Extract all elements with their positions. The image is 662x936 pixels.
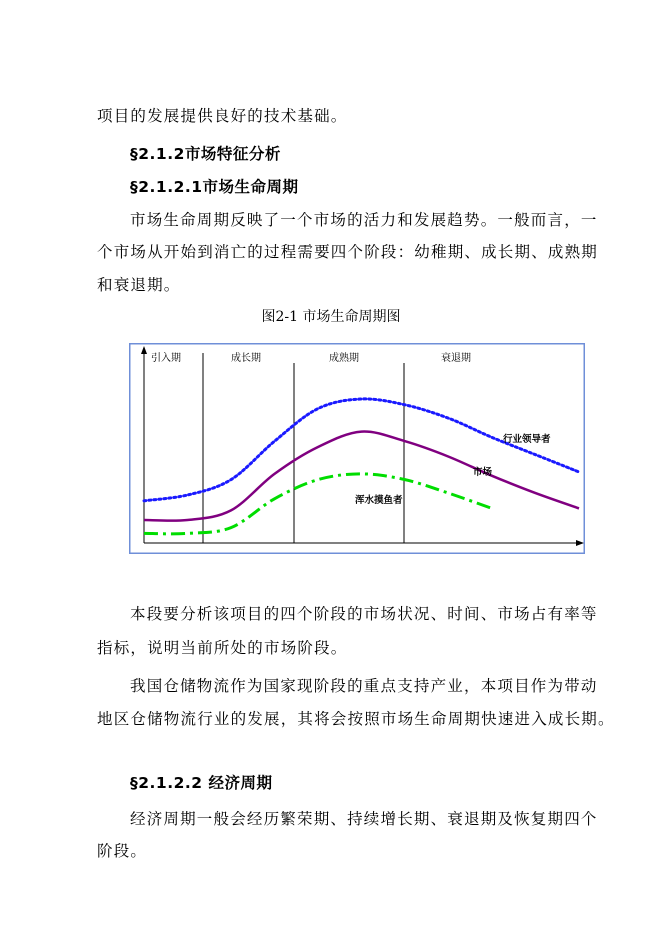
stage-label: 成熟期 — [329, 353, 359, 364]
paragraph-line: 和衰退期。 — [97, 276, 181, 294]
paragraph-line: 市场生命周期反映了一个市场的活力和发展趋势。一般而言，一 — [130, 211, 598, 229]
figure-caption: 图2-1 市场生命周期图 — [261, 309, 401, 325]
paragraph-line: 个市场从开始到消亡的过程需要四个阶段：幼稚期、成长期、成熟期 — [97, 243, 599, 261]
paragraph-line: 我国仓储物流作为国家现阶段的重点支持产业，本项目作为带动 — [130, 677, 598, 695]
paragraph-line: 项目的发展提供良好的技术基础。 — [97, 107, 348, 125]
series-label: 浑水摸鱼者 — [355, 495, 403, 506]
stage-label: 成长期 — [231, 353, 261, 364]
series-label: 行业领导者 — [503, 434, 551, 445]
subsection-heading: §2.1.2.1市场生命周期 — [130, 178, 299, 196]
market-lifecycle-chart — [129, 343, 585, 554]
paragraph-line: 阶段。 — [97, 842, 148, 860]
stage-label: 引入期 — [151, 353, 181, 364]
series-label: 市场 — [473, 467, 493, 478]
paragraph-line: 指标，说明当前所处的市场阶段。 — [97, 639, 348, 657]
stage-label: 衰退期 — [441, 353, 471, 364]
subsection-heading: §2.1.2.2 经济周期 — [130, 774, 273, 792]
paragraph-line: 地区仓储物流行业的发展，其将会按照市场生命周期快速进入成长期。 — [97, 710, 615, 728]
paragraph-line: 经济周期一般会经历繁荣期、持续增长期、衰退期及恢复期四个 — [130, 810, 598, 828]
section-heading: §2.1.2市场特征分析 — [130, 145, 281, 163]
paragraph-line: 本段要分析该项目的四个阶段的市场状况、时间、市场占有率等 — [130, 605, 598, 623]
